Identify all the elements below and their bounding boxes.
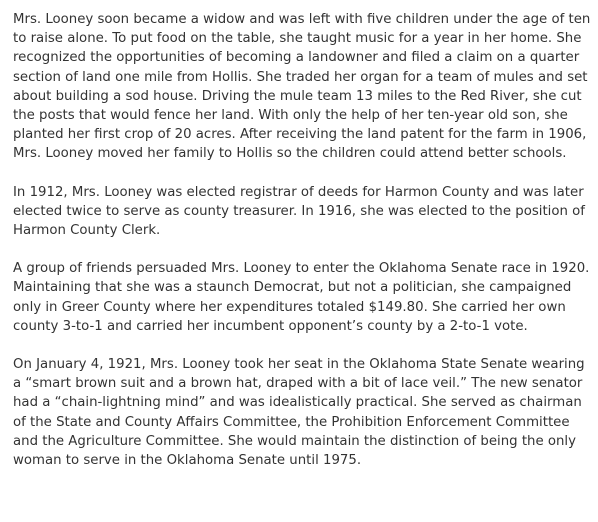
paragraph-widowhood-homestead: Mrs. Looney soon became a widow and was left with five children under the age of ten to raise alone. To put food on the table, she taught music for a year in her home. She recognized the opportunities of becoming a landowner and filed a claim on a quarter section of land one mile from Hollis. She traded her organ for a team of mules and set about building a sod house. Driving the mule team 13 miles to the Red River, she cut the posts that would fence her land. With only the help of her ten-year old son, she planted her first crop of 20 acres. After receiving the land patent for the farm in 1906, Mrs. Looney moved her family to Hollis so the children could attend better schools. bbox=[13, 12, 591, 162]
paragraph-senate-campaign: A group of friends persuaded Mrs. Looney to enter the Oklahoma Senate race in 1920. Maintaining that she was a staunch Democrat, but not a politician, she campaigned only in Greer County where her expenditures totaled $149.80. She carried her own county 3-to-1 and carried her incumbent opponent’s county by a 2-to-1 vote. bbox=[13, 261, 590, 334]
article-body bbox=[13, 10, 591, 470]
paragraph-county-offices: In 1912, Mrs. Looney was elected registrar of deeds for Harmon County and was later elected twice to serve as county treasurer. In 1916, she was elected to the position of Harmon County Clerk. bbox=[13, 184, 585, 239]
paragraph-senate-service: On January 4, 1921, Mrs. Looney took her seat in the Oklahoma State Senate wearing a “smart brown suit and a brown hat, draped with a bit of lace veil.” The new senator had a “chain-lightning mind” and was idealistically practical. She served as chairman of the State and County Affairs Committee, the Prohibition Enforcement Committee and the Agriculture Committee. She would maintain the distinction of being the only woman to serve in the Oklahoma Senate until 1975. bbox=[13, 357, 585, 469]
